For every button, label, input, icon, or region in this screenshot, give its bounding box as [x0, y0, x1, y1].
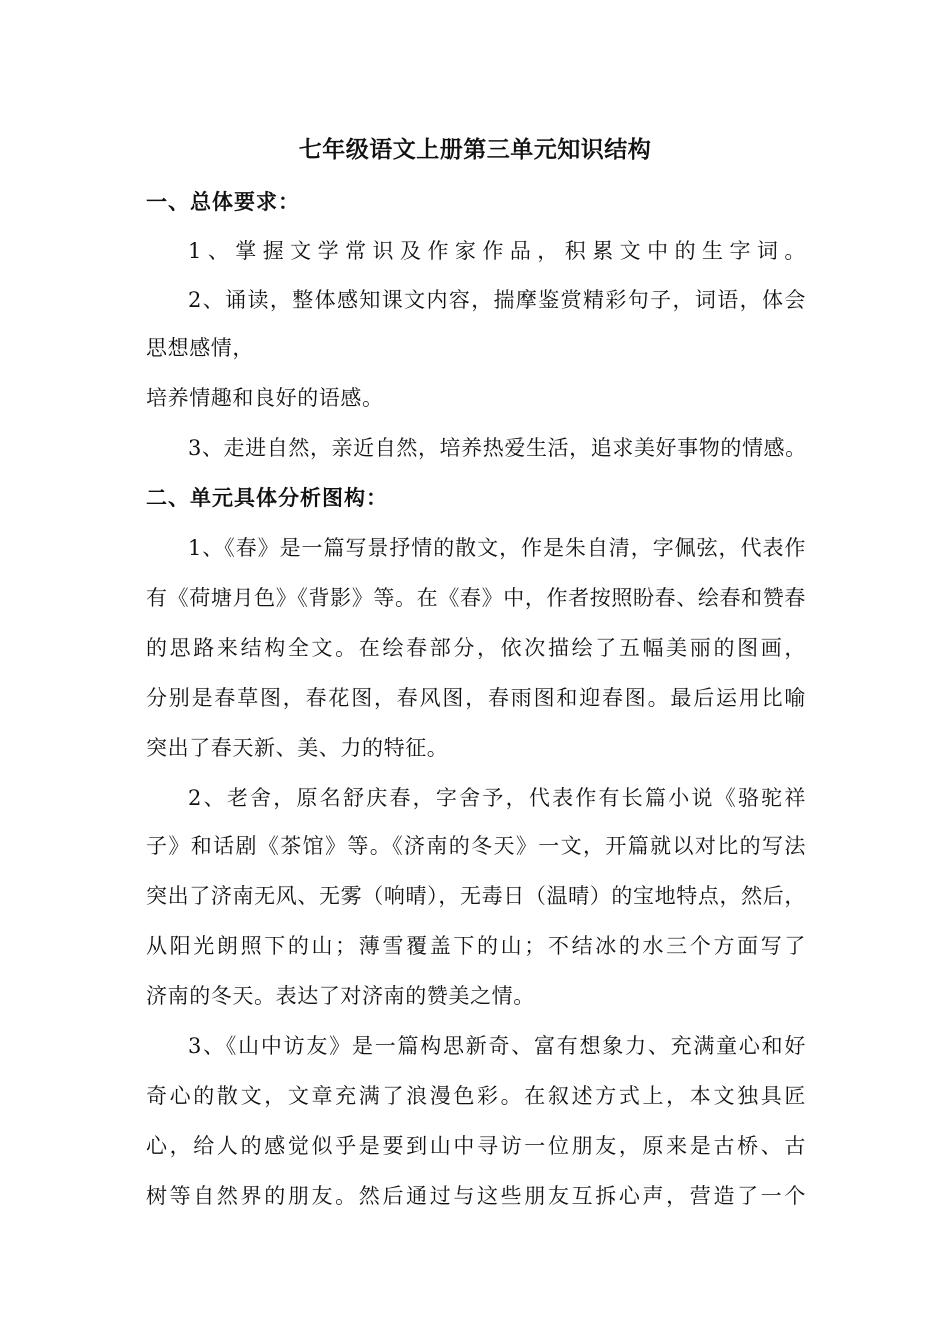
- paragraph-line: 2、诵读，整体感知课文内容，揣摩鉴赏精彩句子，词语，体会: [188, 288, 806, 312]
- paragraph-line: 有《荷塘月色》《背影》等。在《春》中，作者按照盼春、绘春和赞春: [146, 586, 806, 610]
- paragraph-line: 突出了春天新、美、力的特征。: [146, 736, 449, 760]
- paragraph-line: 1、掌握文学常识及作家作品，积累文中的生字词。: [188, 239, 806, 263]
- paragraph-line: 奇心的散文，文章充满了浪漫色彩。在叙述方式上，本文独具匠: [146, 1084, 806, 1108]
- paragraph-line: 树等自然界的朋友。然后通过与这些朋友互拆心声，营造了一个: [146, 1184, 806, 1208]
- paragraph-line: 从阳光朗照下的山；薄雪覆盖下的山；不结冰的水三个方面写了: [146, 934, 806, 958]
- section-heading-requirements: 一、总体要求：: [146, 190, 300, 214]
- section-heading-analysis: 二、单元具体分析图构：: [146, 486, 388, 510]
- paragraph-line: 济南的冬天。表达了对济南的赞美之情。: [146, 984, 535, 1008]
- paragraph-line: 3、走进自然，亲近自然，培养热爱生活，追求美好事物的情感。: [188, 436, 807, 460]
- paragraph-line: 分别是春草图，春花图，春风图，春雨图和迎春图。最后运用比喻: [146, 686, 806, 710]
- paragraph-line: 3、《山中访友》是一篇构思新奇、富有想象力、充满童心和好: [188, 1034, 806, 1058]
- paragraph-line: 子》和话剧《茶馆》等。《济南的冬天》一文，开篇就以对比的写法: [146, 834, 806, 858]
- paragraph-line: 培养情趣和良好的语感。: [146, 386, 384, 410]
- paragraph-line: 的思路来结构全文。在绘春部分，依次描绘了五幅美丽的图画，: [146, 636, 806, 660]
- document-title: 七年级语文上册第三单元知识结构: [298, 137, 652, 163]
- paragraph-line: 心，给人的感觉似乎是要到山中寻访一位朋友，原来是古桥、古: [146, 1134, 806, 1158]
- paragraph-line: 1、《春》是一篇写景抒情的散文，作是朱自清，字佩弦，代表作: [188, 536, 806, 560]
- paragraph-line: 2、老舍，原名舒庆春，字舍予，代表作有长篇小说《骆驼祥: [188, 786, 806, 810]
- paragraph-line: 思想感情，: [146, 336, 254, 360]
- paragraph-line: 突出了济南无风、无雾（响晴），无毒日（温晴）的宝地特点，然后，: [146, 884, 806, 908]
